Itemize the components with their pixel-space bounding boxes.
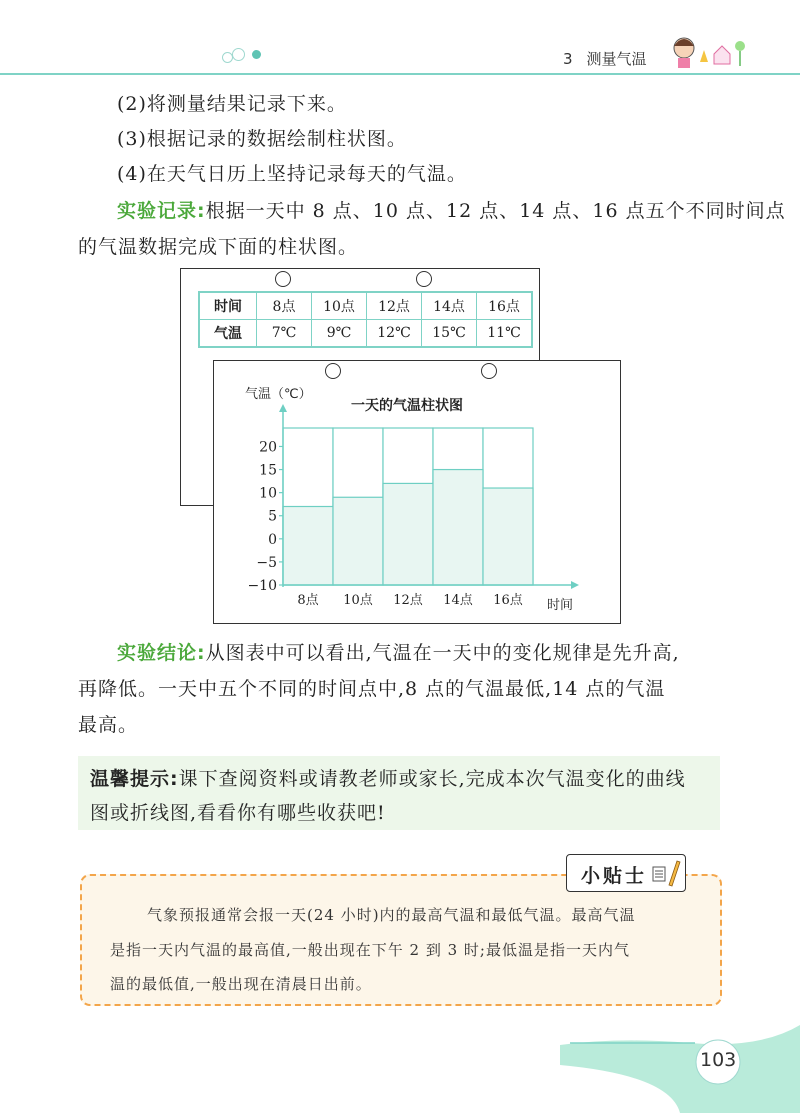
temperature-table (198, 291, 533, 348)
table-cell: 11℃ (477, 320, 533, 348)
table-cell: 15℃ (422, 320, 477, 348)
record-text-line2: 的气温数据完成下面的柱状图。 (78, 236, 359, 258)
table-cell: 14点 (422, 292, 477, 320)
house-icon (714, 46, 730, 64)
table-cell: 9℃ (312, 320, 367, 348)
chapter-header (563, 48, 647, 69)
conclusion-text-line3: 最高。 (78, 714, 139, 736)
conclusion-text-line1: 从图表中可以看出,气温在一天中的变化规律是先升高, (205, 642, 680, 664)
chapter-title: 测量气温 (586, 50, 647, 68)
chart-y-axis-arrow (279, 404, 287, 412)
table-cell: 12℃ (367, 320, 422, 348)
page-corner-wave (560, 1005, 800, 1113)
chart-y-tick-label: −10 (247, 578, 277, 594)
tip-text-line1: 课下查阅资料或请教老师或家长,完成本次气温变化的曲线 (178, 768, 686, 790)
note-line2: 是指一天内气温的最高值,一般出现在下午 2 到 3 时;最低温是指一天内气 (110, 941, 630, 959)
chart-y-tick-label: 20 (259, 439, 277, 456)
tip-paragraph (90, 764, 686, 791)
chart-x-tick-label: 12点 (393, 593, 423, 608)
chart-bar (383, 483, 433, 585)
note-line3: 温的最低值,一般出现在清晨日出前。 (110, 975, 372, 993)
tip-text-line2: 图或折线图,看看你有哪些收获吧! (90, 802, 386, 824)
header-rule (0, 73, 800, 75)
tip-label: 温馨提示: (90, 768, 179, 790)
note-title-tag (566, 854, 686, 892)
step-4: (4)在天气日历上坚持记录每天的气温。 (117, 163, 467, 185)
step-3: (3)根据记录的数据绘制柱状图。 (117, 128, 407, 150)
pencil-icon (700, 50, 708, 62)
bubble-icon (252, 50, 261, 59)
table-header-temp: 气温 (199, 320, 257, 348)
note-line1: 气象预报通常会报一天(24 小时)内的最高气温和最低气温。最高气温 (147, 906, 636, 924)
pencil-icon (651, 859, 681, 889)
table-cell: 16点 (477, 292, 533, 320)
chart-x-tick-label: 10点 (343, 593, 373, 608)
chart-bar (433, 470, 483, 585)
record-text-line1: 根据一天中 8 点、10 点、12 点、14 点、16 点五个不同时间点 (205, 200, 786, 222)
chart-y-tick-label: −5 (256, 554, 277, 571)
girl-cartoon-icon (670, 32, 750, 70)
record-label: 实验记录: (117, 200, 206, 222)
note-title: 小贴士 (581, 865, 648, 887)
chart-y-tick-label: 10 (259, 485, 277, 502)
chart-ylabel: 气温（℃） (245, 387, 312, 402)
chapter-number: 3 (563, 50, 573, 68)
chart-bar (283, 507, 333, 586)
chart-y-tick-label: 15 (259, 462, 277, 479)
chart-bar (333, 497, 383, 585)
conclusion-paragraph (117, 638, 680, 665)
table-header-time: 时间 (199, 292, 257, 320)
conclusion-text-line2: 再降低。一天中五个不同的时间点中,8 点的气温最低,14 点的气温 (78, 678, 666, 700)
bar-chart (213, 360, 619, 622)
chart-x-tick-label: 14点 (443, 593, 473, 608)
table-cell: 7℃ (257, 320, 312, 348)
table-row (199, 320, 532, 348)
binder-ring-icon (275, 271, 291, 287)
bubble-icon (232, 48, 245, 61)
chart-x-axis-arrow (571, 581, 579, 589)
chart-title: 一天的气温柱状图 (351, 398, 463, 414)
page-number: 103 (700, 1049, 737, 1071)
table-row (199, 292, 532, 320)
chart-y-tick-label: 0 (268, 531, 277, 548)
chart-bar (483, 488, 533, 585)
chart-x-tick-label: 16点 (493, 593, 523, 608)
chart-x-tick-label: 8点 (297, 593, 319, 608)
table-cell: 8点 (257, 292, 312, 320)
binder-ring-icon (416, 271, 432, 287)
chart-y-tick-label: 5 (268, 508, 277, 525)
chart-xlabel: 时间 (547, 598, 574, 613)
table-cell: 10点 (312, 292, 367, 320)
step-2: (2)将测量结果记录下来。 (117, 93, 347, 115)
conclusion-label: 实验结论: (117, 642, 206, 664)
record-paragraph (117, 196, 786, 223)
table-cell: 12点 (367, 292, 422, 320)
